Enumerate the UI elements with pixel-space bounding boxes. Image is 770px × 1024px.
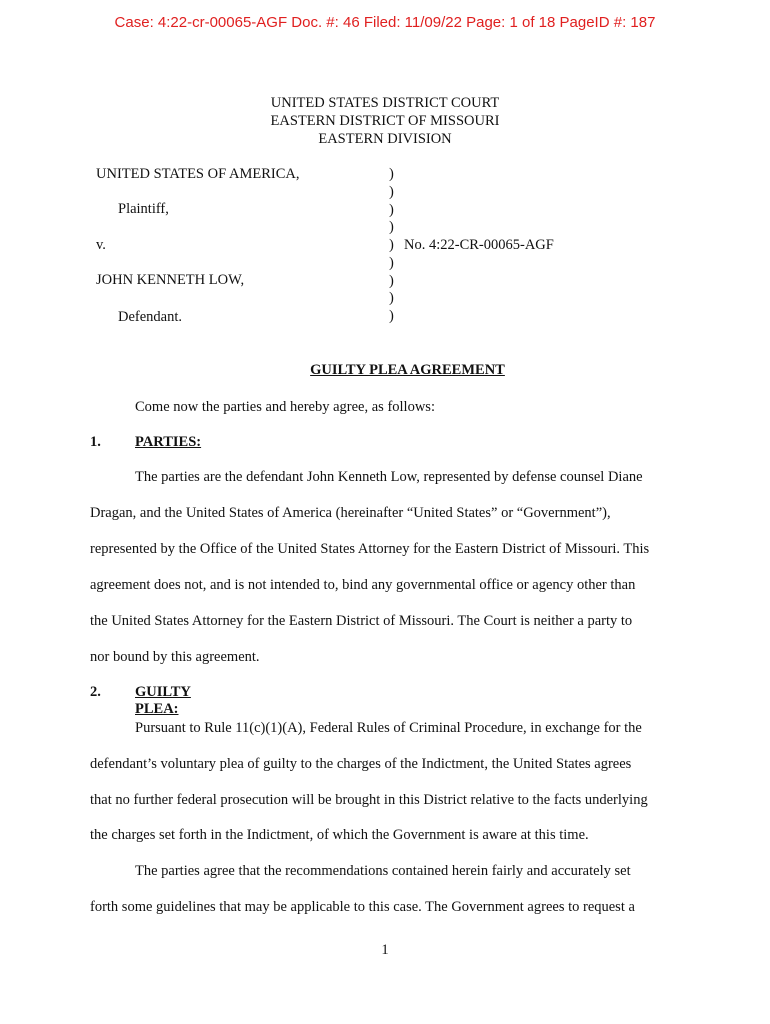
section-title: GUILTY PLEA: xyxy=(135,684,191,717)
filing-header-banner: Case: 4:22-cr-00065-AGF Doc. #: 46 Filed: 11/09/22 Page: 1 of 18 PageID #: 187 xyxy=(114,14,656,31)
case-number: No. 4:22-CR-00065-AGF xyxy=(404,237,554,253)
defendant-role: Defendant. xyxy=(118,309,183,325)
caption-paren: ) xyxy=(389,166,394,182)
caption-paren: ) xyxy=(389,308,394,324)
paragraph-line: Dragan, and the United States of America (hereinafter “United States” or “Government”), xyxy=(90,505,611,521)
paragraph-line: the charges set forth in the Indictment, of which the Government is aware at this time. xyxy=(90,827,589,843)
paragraph-line: nor bound by this agreement. xyxy=(90,649,260,665)
section-number: 1. xyxy=(90,434,101,450)
caption-parentheses xyxy=(389,166,394,326)
court-district: EASTERN DISTRICT OF MISSOURI xyxy=(270,113,500,129)
paragraph-line: the United States Attorney for the Eastern District of Missouri. The Court is neither a party to xyxy=(90,613,633,629)
paragraph-line: agreement does not, and is not intended to, bind any governmental office or agency other than xyxy=(90,577,636,593)
section-number: 2. xyxy=(90,684,101,700)
page-number: 1 xyxy=(381,942,389,958)
court-heading xyxy=(0,94,770,148)
paragraph-line: The parties are the defendant John Kenneth Low, represented by defense counsel Diane xyxy=(135,469,643,485)
court-name: UNITED STATES DISTRICT COURT xyxy=(270,95,500,111)
caption-paren: ) xyxy=(389,183,394,200)
court-division: EASTERN DIVISION xyxy=(318,131,452,147)
document-title: GUILTY PLEA AGREEMENT xyxy=(310,362,505,378)
caption-paren: ) xyxy=(389,201,394,218)
paragraph-line: Pursuant to Rule 11(c)(1)(A), Federal Rules of Criminal Procedure, in exchange for the xyxy=(135,720,642,736)
caption-paren: ) xyxy=(389,237,394,253)
paragraph-line: The parties agree that the recommendations contained herein fairly and accurately set xyxy=(135,863,631,879)
plaintiff-name: UNITED STATES OF AMERICA, xyxy=(96,166,300,182)
paragraph-line: represented by the Office of the United States Attorney for the Eastern District of Missouri. This xyxy=(90,541,650,557)
intro-text: Come now the parties and hereby agree, as follows: xyxy=(135,399,435,415)
caption-paren: ) xyxy=(389,254,394,271)
paragraph-line: that no further federal prosecution will be brought in this District relative to the facts underlying xyxy=(90,792,648,808)
caption-paren: ) xyxy=(389,219,394,236)
plaintiff-role: Plaintiff, xyxy=(118,201,169,217)
paragraph-line: defendant’s voluntary plea of guilty to the charges of the Indictment, the United States agrees xyxy=(90,756,632,772)
section-title: PARTIES: xyxy=(135,434,202,450)
defendant-name: JOHN KENNETH LOW, xyxy=(96,272,245,288)
section-2-heading xyxy=(90,684,191,717)
versus-label: v. xyxy=(96,237,106,253)
caption-paren: ) xyxy=(389,290,394,307)
section-1-heading xyxy=(90,434,202,451)
paragraph-line: forth some guidelines that may be applicable to this case. The Government agrees to request a xyxy=(90,899,635,915)
caption-paren: ) xyxy=(389,272,394,289)
